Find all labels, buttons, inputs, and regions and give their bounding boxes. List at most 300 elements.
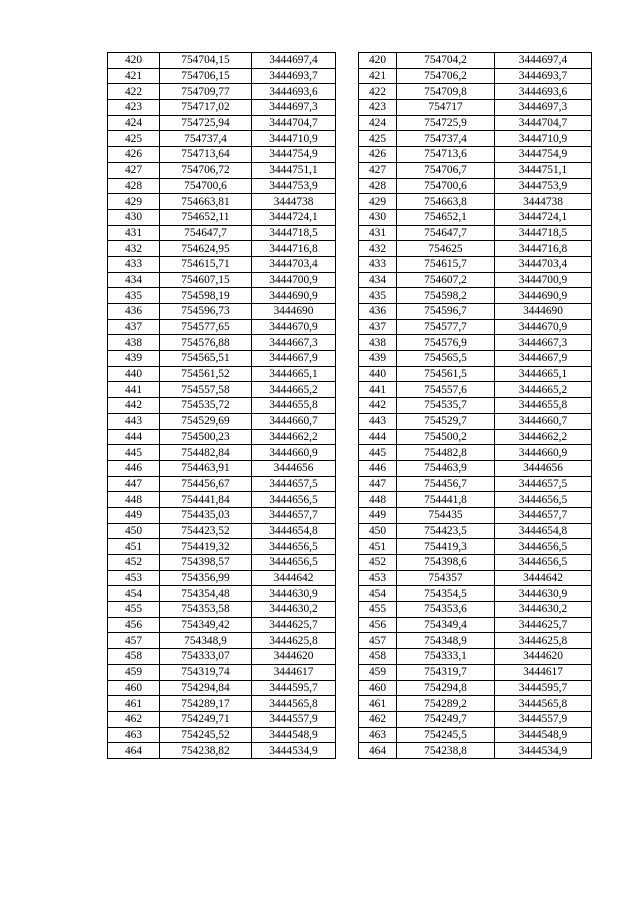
y-coordinate-cell: 3444700,9: [495, 272, 592, 288]
table-row: [359, 617, 592, 633]
y-coordinate-cell: 3444665,1: [252, 366, 336, 382]
x-coordinate-cell: 754535,72: [160, 398, 252, 414]
x-coordinate-cell: 754435,03: [160, 507, 252, 523]
x-coordinate-cell: 754561,52: [160, 366, 252, 382]
table-row: [108, 711, 336, 727]
point-number-cell: 428: [359, 178, 397, 194]
point-number-cell: 431: [108, 225, 160, 241]
y-coordinate-cell: 3444625,8: [252, 633, 336, 649]
point-number-cell: 440: [108, 366, 160, 382]
x-coordinate-cell: 754456,7: [397, 476, 495, 492]
point-number-cell: 442: [108, 398, 160, 414]
point-number-cell: 450: [359, 523, 397, 539]
y-coordinate-cell: 3444630,2: [495, 602, 592, 618]
x-coordinate-cell: 754245,52: [160, 727, 252, 743]
x-coordinate-cell: 754737,4: [160, 131, 252, 147]
x-coordinate-cell: 754463,9: [397, 460, 495, 476]
table-row: [108, 476, 336, 492]
table-row: [108, 398, 336, 414]
y-coordinate-cell: 3444565,8: [252, 696, 336, 712]
table-row: [108, 351, 336, 367]
x-coordinate-cell: 754423,5: [397, 523, 495, 539]
table-row: [359, 664, 592, 680]
table-row: [108, 743, 336, 759]
x-coordinate-cell: 754615,71: [160, 256, 252, 272]
y-coordinate-cell: 3444754,9: [252, 147, 336, 163]
table-row: [108, 209, 336, 225]
point-number-cell: 431: [359, 225, 397, 241]
y-coordinate-cell: 3444724,1: [252, 209, 336, 225]
point-number-cell: 438: [359, 335, 397, 351]
right-coordinates-table: [358, 52, 592, 759]
table-row: [108, 413, 336, 429]
table-row: [359, 602, 592, 618]
table-row: [359, 53, 592, 69]
y-coordinate-cell: 3444557,9: [495, 711, 592, 727]
table-row: [359, 225, 592, 241]
y-coordinate-cell: 3444697,4: [495, 53, 592, 69]
table-row: [108, 492, 336, 508]
x-coordinate-cell: 754624,95: [160, 241, 252, 257]
point-number-cell: 457: [108, 633, 160, 649]
table-row: [359, 162, 592, 178]
x-coordinate-cell: 754663,8: [397, 194, 495, 210]
x-coordinate-cell: 754652,11: [160, 209, 252, 225]
x-coordinate-cell: 754607,15: [160, 272, 252, 288]
y-coordinate-cell: 3444656,5: [495, 555, 592, 571]
point-number-cell: 462: [359, 711, 397, 727]
y-coordinate-cell: 3444667,9: [495, 351, 592, 367]
x-coordinate-cell: 754500,23: [160, 429, 252, 445]
table-row: [359, 382, 592, 398]
table-row: [359, 460, 592, 476]
x-coordinate-cell: 754576,88: [160, 335, 252, 351]
y-coordinate-cell: 3444697,3: [495, 100, 592, 116]
point-number-cell: 427: [108, 162, 160, 178]
y-coordinate-cell: 3444704,7: [495, 115, 592, 131]
x-coordinate-cell: 754700,6: [397, 178, 495, 194]
table-row: [359, 304, 592, 320]
point-number-cell: 462: [108, 711, 160, 727]
y-coordinate-cell: 3444656,5: [252, 492, 336, 508]
point-number-cell: 444: [359, 429, 397, 445]
table-row: [108, 178, 336, 194]
y-coordinate-cell: 3444693,6: [252, 84, 336, 100]
point-number-cell: 446: [359, 460, 397, 476]
table-row: [108, 288, 336, 304]
y-coordinate-cell: 3444642: [495, 570, 592, 586]
table-row: [359, 507, 592, 523]
y-coordinate-cell: 3444697,3: [252, 100, 336, 116]
point-number-cell: 435: [359, 288, 397, 304]
x-coordinate-cell: 754737,4: [397, 131, 495, 147]
y-coordinate-cell: 3444665,1: [495, 366, 592, 382]
x-coordinate-cell: 754647,7: [160, 225, 252, 241]
point-number-cell: 433: [108, 256, 160, 272]
y-coordinate-cell: 3444660,9: [495, 445, 592, 461]
point-number-cell: 454: [359, 586, 397, 602]
x-coordinate-cell: 754319,74: [160, 664, 252, 680]
y-coordinate-cell: 3444595,7: [495, 680, 592, 696]
y-coordinate-cell: 3444655,8: [495, 398, 592, 414]
x-coordinate-cell: 754319,7: [397, 664, 495, 680]
table-row: [359, 711, 592, 727]
table-row: [108, 304, 336, 320]
x-coordinate-cell: 754577,7: [397, 319, 495, 335]
x-coordinate-cell: 754398,57: [160, 555, 252, 571]
x-coordinate-cell: 754348,9: [160, 633, 252, 649]
point-number-cell: 437: [359, 319, 397, 335]
x-coordinate-cell: 754557,58: [160, 382, 252, 398]
table-row: [359, 178, 592, 194]
y-coordinate-cell: 3444656,5: [252, 555, 336, 571]
point-number-cell: 459: [108, 664, 160, 680]
table-row: [359, 649, 592, 665]
point-number-cell: 448: [359, 492, 397, 508]
y-coordinate-cell: 3444642: [252, 570, 336, 586]
table-row: [108, 100, 336, 116]
point-number-cell: 439: [359, 351, 397, 367]
y-coordinate-cell: 3444690,9: [252, 288, 336, 304]
y-coordinate-cell: 3444657,5: [252, 476, 336, 492]
x-coordinate-cell: 754245,5: [397, 727, 495, 743]
point-number-cell: 457: [359, 633, 397, 649]
point-number-cell: 421: [359, 68, 397, 84]
y-coordinate-cell: 3444625,8: [495, 633, 592, 649]
y-coordinate-cell: 3444738: [495, 194, 592, 210]
point-number-cell: 440: [359, 366, 397, 382]
point-number-cell: 456: [108, 617, 160, 633]
x-coordinate-cell: 754713,64: [160, 147, 252, 163]
table-row: [359, 476, 592, 492]
table-row: [359, 413, 592, 429]
point-number-cell: 461: [108, 696, 160, 712]
x-coordinate-cell: 754289,17: [160, 696, 252, 712]
point-number-cell: 446: [108, 460, 160, 476]
point-number-cell: 444: [108, 429, 160, 445]
point-number-cell: 443: [359, 413, 397, 429]
x-coordinate-cell: 754354,5: [397, 586, 495, 602]
table-row: [108, 602, 336, 618]
point-number-cell: 435: [108, 288, 160, 304]
y-coordinate-cell: 3444690,9: [495, 288, 592, 304]
table-row: [359, 115, 592, 131]
x-coordinate-cell: 754249,7: [397, 711, 495, 727]
y-coordinate-cell: 3444656: [495, 460, 592, 476]
y-coordinate-cell: 3444654,8: [252, 523, 336, 539]
x-coordinate-cell: 754500,2: [397, 429, 495, 445]
table-row: [108, 727, 336, 743]
table-row: [108, 382, 336, 398]
x-coordinate-cell: 754349,42: [160, 617, 252, 633]
table-row: [108, 680, 336, 696]
table-row: [359, 492, 592, 508]
y-coordinate-cell: 3444718,5: [495, 225, 592, 241]
table-row: [108, 131, 336, 147]
x-coordinate-cell: 754482,84: [160, 445, 252, 461]
point-number-cell: 454: [108, 586, 160, 602]
table-row: [108, 617, 336, 633]
y-coordinate-cell: 3444754,9: [495, 147, 592, 163]
x-coordinate-cell: 754652,1: [397, 209, 495, 225]
x-coordinate-cell: 754700,6: [160, 178, 252, 194]
table-row: [108, 460, 336, 476]
point-number-cell: 453: [108, 570, 160, 586]
x-coordinate-cell: 754704,2: [397, 53, 495, 69]
point-number-cell: 426: [108, 147, 160, 163]
point-number-cell: 439: [108, 351, 160, 367]
y-coordinate-cell: 3444693,6: [495, 84, 592, 100]
point-number-cell: 422: [359, 84, 397, 100]
left-coordinates-table: [107, 52, 336, 759]
y-coordinate-cell: 3444724,1: [495, 209, 592, 225]
point-number-cell: 452: [108, 555, 160, 571]
point-number-cell: 420: [108, 53, 160, 69]
point-number-cell: 464: [108, 743, 160, 759]
y-coordinate-cell: 3444660,7: [495, 413, 592, 429]
table-row: [108, 555, 336, 571]
y-coordinate-cell: 3444656,5: [495, 492, 592, 508]
x-coordinate-cell: 754709,8: [397, 84, 495, 100]
x-coordinate-cell: 754535,7: [397, 398, 495, 414]
y-coordinate-cell: 3444534,9: [495, 743, 592, 759]
table-row: [359, 398, 592, 414]
table-row: [359, 743, 592, 759]
table-row: [359, 147, 592, 163]
y-coordinate-cell: 3444620: [495, 649, 592, 665]
point-number-cell: 429: [359, 194, 397, 210]
x-coordinate-cell: 754598,2: [397, 288, 495, 304]
point-number-cell: 420: [359, 53, 397, 69]
point-number-cell: 427: [359, 162, 397, 178]
point-number-cell: 459: [359, 664, 397, 680]
y-coordinate-cell: 3444656: [252, 460, 336, 476]
table-row: [359, 209, 592, 225]
y-coordinate-cell: 3444716,8: [495, 241, 592, 257]
x-coordinate-cell: 754463,91: [160, 460, 252, 476]
table-row: [108, 539, 336, 555]
point-number-cell: 445: [359, 445, 397, 461]
x-coordinate-cell: 754704,15: [160, 53, 252, 69]
point-number-cell: 460: [108, 680, 160, 696]
table-row: [359, 586, 592, 602]
y-coordinate-cell: 3444657,5: [495, 476, 592, 492]
y-coordinate-cell: 3444655,8: [252, 398, 336, 414]
y-coordinate-cell: 3444617: [252, 664, 336, 680]
left-table-body: [108, 53, 336, 759]
point-number-cell: 424: [108, 115, 160, 131]
table-row: [359, 351, 592, 367]
x-coordinate-cell: 754529,7: [397, 413, 495, 429]
x-coordinate-cell: 754333,1: [397, 649, 495, 665]
x-coordinate-cell: 754419,3: [397, 539, 495, 555]
x-coordinate-cell: 754647,7: [397, 225, 495, 241]
table-row: [359, 680, 592, 696]
table-row: [359, 241, 592, 257]
table-row: [108, 586, 336, 602]
y-coordinate-cell: 3444657,7: [495, 507, 592, 523]
x-coordinate-cell: 754561,5: [397, 366, 495, 382]
y-coordinate-cell: 3444557,9: [252, 711, 336, 727]
table-row: [359, 366, 592, 382]
x-coordinate-cell: 754598,19: [160, 288, 252, 304]
y-coordinate-cell: 3444693,7: [252, 68, 336, 84]
point-number-cell: 447: [359, 476, 397, 492]
table-row: [108, 272, 336, 288]
y-coordinate-cell: 3444665,2: [252, 382, 336, 398]
point-number-cell: 423: [359, 100, 397, 116]
x-coordinate-cell: 754348,9: [397, 633, 495, 649]
y-coordinate-cell: 3444716,8: [252, 241, 336, 257]
point-number-cell: 452: [359, 555, 397, 571]
x-coordinate-cell: 754356,99: [160, 570, 252, 586]
x-coordinate-cell: 754615,7: [397, 256, 495, 272]
table-row: [108, 664, 336, 680]
table-row: [108, 147, 336, 163]
y-coordinate-cell: 3444620: [252, 649, 336, 665]
table-row: [108, 570, 336, 586]
x-coordinate-cell: 754565,51: [160, 351, 252, 367]
y-coordinate-cell: 3444700,9: [252, 272, 336, 288]
x-coordinate-cell: 754482,8: [397, 445, 495, 461]
table-row: [359, 131, 592, 147]
point-number-cell: 449: [359, 507, 397, 523]
table-row: [108, 335, 336, 351]
point-number-cell: 458: [108, 649, 160, 665]
table-row: [108, 445, 336, 461]
x-coordinate-cell: 754354,48: [160, 586, 252, 602]
x-coordinate-cell: 754706,7: [397, 162, 495, 178]
table-row: [108, 366, 336, 382]
point-number-cell: 455: [108, 602, 160, 618]
table-row: [359, 100, 592, 116]
x-coordinate-cell: 754357: [397, 570, 495, 586]
point-number-cell: 436: [359, 304, 397, 320]
y-coordinate-cell: 3444630,9: [252, 586, 336, 602]
table-row: [359, 319, 592, 335]
x-coordinate-cell: 754713,6: [397, 147, 495, 163]
table-row: [359, 539, 592, 555]
point-number-cell: 423: [108, 100, 160, 116]
point-number-cell: 422: [108, 84, 160, 100]
x-coordinate-cell: 754353,6: [397, 602, 495, 618]
y-coordinate-cell: 3444662,2: [252, 429, 336, 445]
x-coordinate-cell: 754529,69: [160, 413, 252, 429]
y-coordinate-cell: 3444703,4: [495, 256, 592, 272]
y-coordinate-cell: 3444751,1: [252, 162, 336, 178]
y-coordinate-cell: 3444548,9: [495, 727, 592, 743]
x-coordinate-cell: 754706,72: [160, 162, 252, 178]
point-number-cell: 438: [108, 335, 160, 351]
y-coordinate-cell: 3444534,9: [252, 743, 336, 759]
y-coordinate-cell: 3444710,9: [252, 131, 336, 147]
y-coordinate-cell: 3444656,5: [252, 539, 336, 555]
table-row: [359, 256, 592, 272]
y-coordinate-cell: 3444697,4: [252, 53, 336, 69]
y-coordinate-cell: 3444753,9: [495, 178, 592, 194]
y-coordinate-cell: 3444738: [252, 194, 336, 210]
y-coordinate-cell: 3444548,9: [252, 727, 336, 743]
x-coordinate-cell: 754441,8: [397, 492, 495, 508]
table-row: [108, 256, 336, 272]
x-coordinate-cell: 754398,6: [397, 555, 495, 571]
x-coordinate-cell: 754607,2: [397, 272, 495, 288]
table-row: [359, 696, 592, 712]
y-coordinate-cell: 3444670,9: [252, 319, 336, 335]
x-coordinate-cell: 754709,77: [160, 84, 252, 100]
y-coordinate-cell: 3444630,9: [495, 586, 592, 602]
table-row: [359, 335, 592, 351]
point-number-cell: 458: [359, 649, 397, 665]
point-number-cell: 449: [108, 507, 160, 523]
x-coordinate-cell: 754333,07: [160, 649, 252, 665]
table-row: [108, 696, 336, 712]
y-coordinate-cell: 3444753,9: [252, 178, 336, 194]
y-coordinate-cell: 3444617: [495, 664, 592, 680]
table-row: [108, 429, 336, 445]
table-row: [359, 633, 592, 649]
point-number-cell: 445: [108, 445, 160, 461]
point-number-cell: 441: [359, 382, 397, 398]
point-number-cell: 430: [359, 209, 397, 225]
table-row: [359, 570, 592, 586]
y-coordinate-cell: 3444660,9: [252, 445, 336, 461]
point-number-cell: 425: [359, 131, 397, 147]
point-number-cell: 429: [108, 194, 160, 210]
table-row: [359, 288, 592, 304]
point-number-cell: 432: [108, 241, 160, 257]
point-number-cell: 455: [359, 602, 397, 618]
x-coordinate-cell: 754349,4: [397, 617, 495, 633]
x-coordinate-cell: 754238,8: [397, 743, 495, 759]
point-number-cell: 434: [108, 272, 160, 288]
y-coordinate-cell: 3444710,9: [495, 131, 592, 147]
table-row: [108, 194, 336, 210]
point-number-cell: 434: [359, 272, 397, 288]
y-coordinate-cell: 3444667,3: [495, 335, 592, 351]
x-coordinate-cell: 754294,84: [160, 680, 252, 696]
y-coordinate-cell: 3444595,7: [252, 680, 336, 696]
point-number-cell: 430: [108, 209, 160, 225]
point-number-cell: 447: [108, 476, 160, 492]
x-coordinate-cell: 754435: [397, 507, 495, 523]
x-coordinate-cell: 754706,2: [397, 68, 495, 84]
y-coordinate-cell: 3444656,5: [495, 539, 592, 555]
point-number-cell: 463: [359, 727, 397, 743]
point-number-cell: 460: [359, 680, 397, 696]
x-coordinate-cell: 754576,9: [397, 335, 495, 351]
table-row: [108, 523, 336, 539]
table-row: [359, 445, 592, 461]
point-number-cell: 424: [359, 115, 397, 131]
point-number-cell: 448: [108, 492, 160, 508]
x-coordinate-cell: 754717,02: [160, 100, 252, 116]
point-number-cell: 443: [108, 413, 160, 429]
y-coordinate-cell: 3444693,7: [495, 68, 592, 84]
point-number-cell: 425: [108, 131, 160, 147]
y-coordinate-cell: 3444625,7: [252, 617, 336, 633]
x-coordinate-cell: 754289,2: [397, 696, 495, 712]
point-number-cell: 421: [108, 68, 160, 84]
y-coordinate-cell: 3444662,2: [495, 429, 592, 445]
x-coordinate-cell: 754238,82: [160, 743, 252, 759]
y-coordinate-cell: 3444751,1: [495, 162, 592, 178]
point-number-cell: 426: [359, 147, 397, 163]
table-row: [359, 68, 592, 84]
x-coordinate-cell: 754441,84: [160, 492, 252, 508]
point-number-cell: 451: [359, 539, 397, 555]
y-coordinate-cell: 3444690: [252, 304, 336, 320]
